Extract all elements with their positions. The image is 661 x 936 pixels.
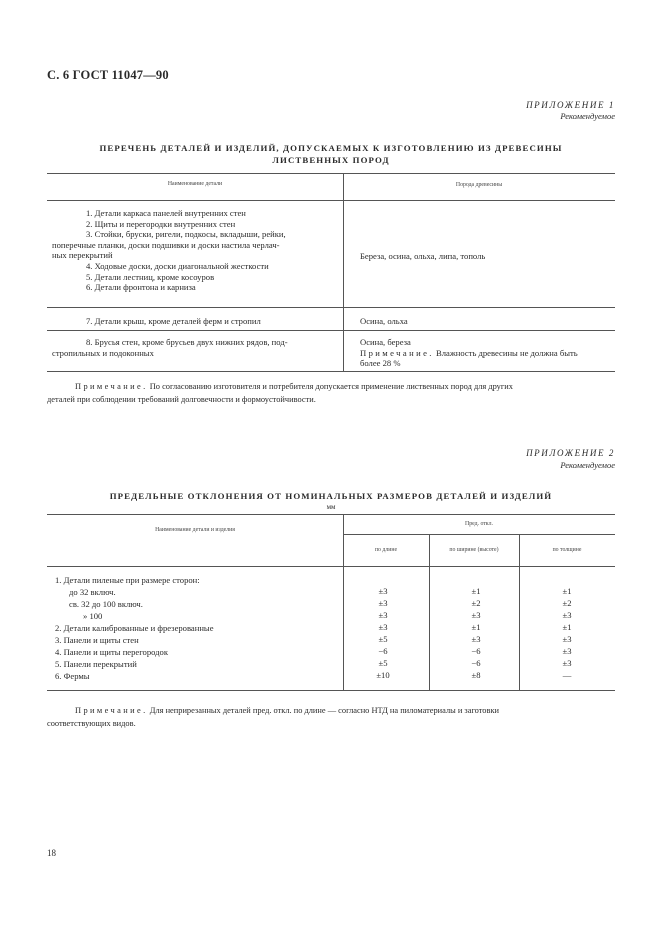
appendix1-title-line1: ПЕРЕЧЕНЬ ДЕТАЛЕЙ И ИЗДЕЛИЙ, ДОПУСКАЕМЫХ К ИЗГОТОВЛЕНИЮ ИЗ ДРЕВЕСИНЫ — [99, 143, 563, 153]
note-text: Влажность древесины не должна быть — [433, 347, 578, 358]
table-row-name: 1. Детали пиленые при размере сторон: — [55, 575, 200, 585]
page-header: С. 6 ГОСТ 11047—90 — [47, 68, 169, 82]
value-length: ±5 — [378, 658, 388, 668]
table1-group1-line: 1. Детали каркаса панелей внутренних стен — [86, 208, 246, 218]
table1-group1-line: 5. Детали лестниц, кроме косоуров — [86, 271, 215, 282]
value-length: ±3 — [378, 622, 388, 632]
note-label: Примечание. — [360, 347, 434, 358]
table1-group1-line: ных перекрытий — [52, 250, 113, 261]
table1-group3-note — [360, 348, 610, 359]
table1-header-rule — [47, 200, 615, 201]
table1-group1-line: поперечные планки, доски подшивки и доски настила черлач- — [52, 239, 280, 250]
table1-group1-names — [52, 208, 340, 293]
appendix1-title-line2: ЛИСТВЕННЫХ ПОРОД — [272, 155, 390, 165]
table1-group1-wood: Береза, осина, ольха, липа, тополь — [360, 251, 486, 261]
appendix1-note-line2: деталей при соблюдении требований долговечности и формоустойчивости. — [47, 395, 316, 404]
value-thickness: ±3 — [562, 634, 572, 644]
value-thickness: — — [562, 670, 572, 680]
table1-top-rule — [47, 173, 615, 174]
note-label: Примечание. — [75, 706, 148, 715]
value-width: ±8 — [471, 670, 481, 680]
table1-group1-line: 4. Ходовые доски, доски диагональной жесткости — [86, 260, 269, 271]
appendix2-unit: мм — [326, 503, 336, 511]
value-length: ±5 — [378, 634, 388, 644]
appendix2-note-line2: соответствующих видов. — [47, 719, 136, 728]
value-length: ±10 — [376, 670, 390, 680]
table1-col-wood-header: Порода древесины — [455, 182, 503, 188]
table1-row-rule-1 — [47, 307, 615, 308]
value-width: ±3 — [471, 610, 481, 620]
value-thickness: ±3 — [562, 658, 572, 668]
appendix2-subtitle: Рекомендуемое — [560, 460, 615, 470]
appendix1-subtitle: Рекомендуемое — [560, 111, 615, 121]
table1-group3-names — [52, 337, 340, 358]
value-width: ±1 — [471, 586, 481, 596]
table1-group2-name: 7. Детали крыш, кроме деталей ферм и стропил — [86, 316, 261, 326]
appendix1-note-line1 — [47, 380, 615, 393]
table1-col-name-header: Наименование детали — [167, 181, 223, 187]
table1-group2-wood: Осина, ольха — [360, 316, 408, 326]
table1-group1-line: 2. Щиты и перегородки внутренних стен — [86, 218, 236, 229]
table2-values — [343, 574, 615, 684]
table2-col-name-header: Наименование детали и изделия — [155, 527, 235, 533]
table-row-name: 4. Панели и щиты перегородок — [55, 647, 169, 657]
table1-group1-line: 3. Стойки, бруски, ригели, подкосы, вкладыши, рейки, — [86, 229, 286, 240]
table-row-name: 5. Панели перекрытий — [55, 659, 137, 669]
table2-group-rule — [343, 534, 615, 535]
value-thickness: ±1 — [562, 586, 572, 596]
note-text: Для неприрезанных деталей пред. откл. по длине — согласно НТД на пиломатериалы и заготовки — [147, 706, 499, 715]
note-label: Примечание. — [75, 382, 148, 391]
table1-group3-note-line2: более 28 % — [360, 358, 401, 369]
value-length: ±3 — [378, 586, 388, 596]
table2-top-rule — [47, 514, 615, 515]
table1-group1-line: 6. Детали фронтона и карниза — [86, 282, 196, 293]
value-length: ±3 — [378, 598, 388, 608]
table-row-name: 3. Панели и щиты стен — [55, 635, 139, 645]
value-width: −6 — [471, 646, 481, 656]
table1-group3-line: 8. Брусья стен, кроме брусьев двух нижних рядов, под- — [86, 337, 288, 347]
table-row-name: 2. Детали калиброванные и фрезерованные — [55, 623, 214, 633]
value-width: ±3 — [471, 634, 481, 644]
value-width: ±2 — [471, 598, 481, 608]
table2-col-group-header: Пред. откл. — [465, 521, 493, 527]
value-length: −6 — [378, 646, 388, 656]
table2-name-column — [55, 574, 343, 682]
appendix2-note — [47, 704, 615, 730]
table-row-name: св. 32 до 100 включ. — [69, 599, 143, 609]
appendix2-label: ПРИЛОЖЕНИЕ 2 — [526, 448, 615, 458]
value-length: ±3 — [378, 610, 388, 620]
table-row-name: 6. Фермы — [55, 671, 90, 681]
appendix1-note — [47, 380, 615, 406]
table2-subcol-width: по ширине (высоте) — [449, 547, 499, 553]
appendix1-label: ПРИЛОЖЕНИЕ 1 — [526, 100, 615, 110]
table1-group3-wood: Осина, береза — [360, 337, 411, 347]
value-thickness: ±3 — [562, 610, 572, 620]
table2-header-rule — [47, 566, 615, 567]
table1-group3-line: стропильных и подоконных — [52, 347, 154, 358]
table2-bottom-rule — [47, 690, 615, 691]
table1-row-rule-2 — [47, 330, 615, 331]
table2-subcol-length: по длине — [374, 547, 398, 553]
table1-group3-wood-cell — [360, 337, 610, 369]
note-text: По согласованию изготовителя и потребителя допускается применение лиственных пород для других — [147, 382, 513, 391]
page-number: 18 — [47, 848, 56, 858]
value-width: −6 — [471, 658, 481, 668]
appendix1-title — [47, 142, 615, 166]
value-width: ±1 — [471, 622, 481, 632]
value-thickness: ±3 — [562, 646, 572, 656]
table-row-name: до 32 включ. — [69, 587, 116, 597]
table2-subcol-thickness: по толщине — [552, 547, 582, 553]
table1-column-divider — [343, 173, 344, 371]
table-row-name: » 100 — [83, 611, 103, 621]
appendix2-title: ПРЕДЕЛЬНЫЕ ОТКЛОНЕНИЯ ОТ НОМИНАЛЬНЫХ РАЗМЕРОВ ДЕТАЛЕЙ И ИЗДЕЛИЙ — [109, 491, 553, 501]
appendix2-note-line1 — [47, 704, 615, 717]
table1-bottom-rule — [47, 371, 615, 372]
value-thickness: ±1 — [562, 622, 572, 632]
value-thickness: ±2 — [562, 598, 572, 608]
